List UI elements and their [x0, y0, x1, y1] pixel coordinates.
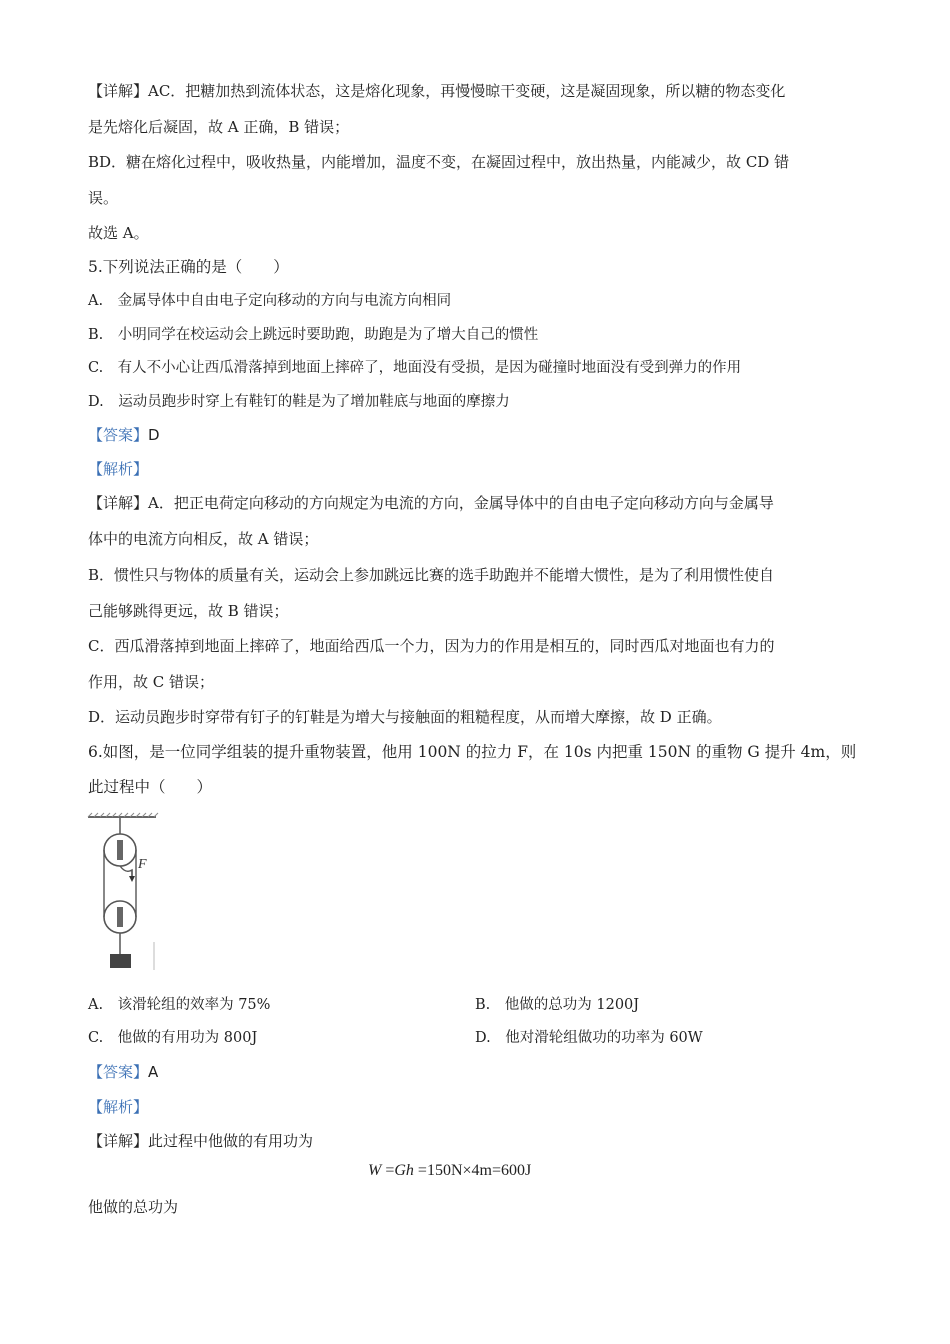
q6-option-a: A. 该滑轮组的效率为 75%: [88, 997, 271, 1013]
force-label: F: [138, 857, 147, 872]
q6-analysis-tag: 【解析】: [88, 1098, 149, 1116]
q5-option-a: A. 金属导体中自由电子定向移动的方向与电流方向相同: [88, 293, 452, 309]
q6-option-d: D. 他对滑轮组做功的功率为 60W: [475, 1030, 703, 1046]
q5-option-d: D. 运动员跑步时穿上有鞋钉的鞋是为了增加鞋底与地面的摩擦力: [88, 394, 510, 410]
q5-stem: 5.下列说法正确的是（ ）: [88, 258, 289, 276]
weight-block: [110, 954, 131, 968]
q6-option-b: B. 他做的总功为 1200J: [475, 997, 640, 1013]
q6-answer: [88, 1062, 158, 1082]
q6-explain-line-2: 他做的总功为: [88, 1198, 179, 1216]
formula-eq1: =: [381, 1162, 395, 1179]
q6-stem-line-2: 此过程中（ ）: [88, 778, 213, 796]
q5-answer-label: 【答案】: [88, 426, 149, 444]
q5-explain-line-2: 体中的电流方向相反，故 A 错误；: [88, 530, 319, 548]
useful-work-formula: [368, 1162, 531, 1180]
q6-answer-label: 【答案】: [88, 1063, 149, 1081]
formula-w: W: [368, 1162, 382, 1179]
q5-explain-line-4: 己能够跳得更远，故 B 错误；: [88, 602, 289, 620]
q6-stem-line-1: 6.如图，是一位同学组装的提升重物装置，他用 100N 的拉力 F，在 10s 内把重 150N 的重物 G 提升 4m，则: [88, 743, 857, 761]
q6-explain-line-1: 【详解】此过程中他做的有用功为: [88, 1132, 314, 1150]
q4-explain-line-4: 误。: [88, 189, 119, 207]
q6-analysis-label: [88, 1097, 148, 1117]
q5-analysis-label: [88, 459, 148, 479]
formula-rest: =150N×4m=600J: [413, 1162, 532, 1179]
q5-option-c: C. 有人不小心让西瓜滑落掉到地面上摔碎了，地面没有受损，是因为碰撞时地面没有受到弹力的作用: [88, 360, 742, 376]
q5-answer: [88, 425, 160, 445]
q4-explain-line-5: 故选 A。: [88, 224, 149, 242]
q4-explain-line-2: 是先熔化后凝固，故 A 正确，B 错误；: [88, 118, 350, 136]
q5-explain-line-6: 作用，故 C 错误；: [88, 673, 215, 691]
formula-gh: Gh: [394, 1162, 414, 1179]
q6-answer-value: A: [148, 1063, 159, 1081]
q5-explain-line-1: 【详解】A．把正电荷定向移动的方向规定为电流的方向，金属导体中的自由电子定向移动方向与金属导: [88, 494, 774, 512]
q5-explain-line-3: B．惯性只与物体的质量有关，运动会上参加跳远比赛的选手助跑并不能增大惯性，是为了利用惯性使自: [88, 566, 775, 584]
q5-option-b: B. 小明同学在校运动会上跳远时要助跑，助跑是为了增大自己的惯性: [88, 327, 539, 343]
q5-explain-line-7: D．运动员跑步时穿带有钉子的钉鞋是为增大与接触面的粗糙程度，从而增大摩擦，故 D 正确。: [88, 708, 722, 726]
q6-option-c: C. 他做的有用功为 800J: [88, 1030, 258, 1046]
q5-explain-line-5: C．西瓜滑落掉到地面上摔碎了，地面给西瓜一个力，因为力的作用是相互的，同时西瓜对地面也有力的: [88, 637, 775, 655]
q5-answer-value: D: [148, 426, 160, 444]
q4-explain-line-3: BD．糖在熔化过程中，吸收热量，内能增加，温度不变，在凝固过程中，放出热量，内能减少，故 CD 错: [88, 153, 790, 171]
q4-explain-line-1: 【详解】AC．把糖加热到流体状态，这是熔化现象，再慢慢晾干变硬，这是凝固现象，所以糖的物态变化: [88, 82, 786, 100]
q5-analysis-tag: 【解析】: [88, 460, 149, 478]
pulley-diagram: [86, 812, 160, 972]
